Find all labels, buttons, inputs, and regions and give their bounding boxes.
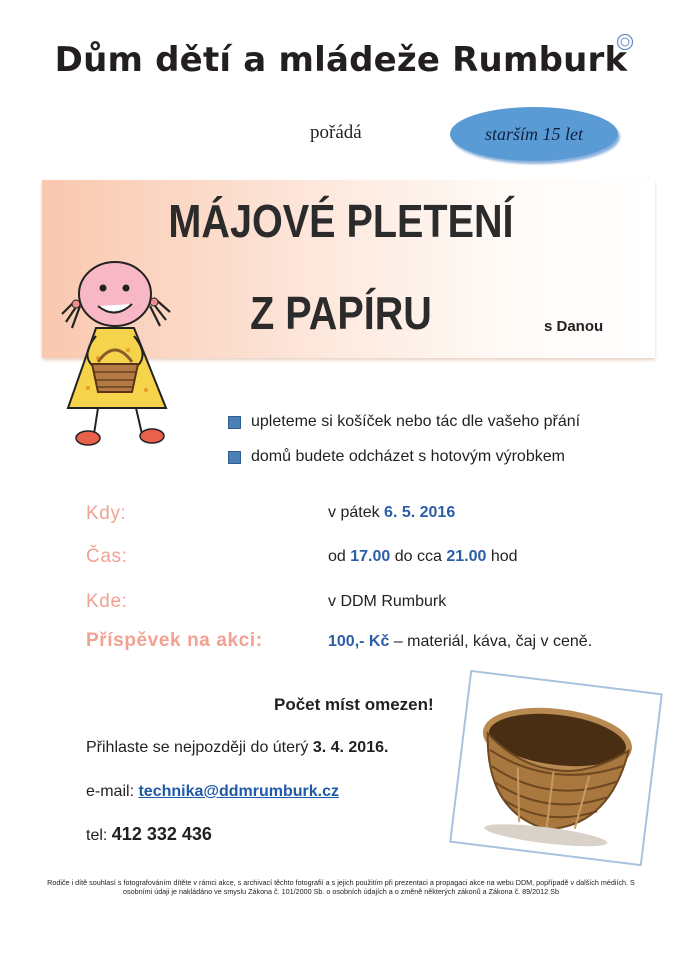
capacity-notice: Počet míst omezen!: [274, 695, 434, 714]
basket-photo: [448, 669, 664, 868]
fee-amount: 100,- Kč: [328, 633, 390, 650]
registration-date: 3. 4. 2016.: [312, 739, 389, 756]
organization-title: Dům dětí a mládeže Rumburk: [54, 40, 628, 80]
event-title-line2: Z PAPÍRU: [250, 287, 432, 339]
ddm-logo-icon: [616, 33, 634, 51]
girl-with-basket-illustration: [58, 258, 178, 448]
phone-label: tel:: [86, 827, 108, 844]
bullet-item: [228, 413, 580, 431]
time-mid: do cca: [394, 548, 442, 565]
time-from: 17.00: [350, 548, 391, 565]
registration-text: Přihlaste se nejpozději do úterý: [86, 739, 309, 756]
when-value: [328, 504, 455, 522]
when-date: 6. 5. 2016: [384, 504, 456, 521]
phone-line: [86, 824, 212, 845]
time-value: [328, 548, 518, 566]
phone-number: 412 332 436: [111, 824, 212, 844]
consent-footer: Rodiče i dítě souhlasí s fotografováním dítěte v rámci akce, s archivací těchto fotografií a s jejich použitím při prezentaci a propagaci akce na webu DDM, popřípadě v dalších médiích. S osobními údaji je nakládáno ve smyslu Zákona č. 101/2000 Sb. o osobních údajích a o změně některých zákonů a Zákona č. 89/2012 Sb: [47, 878, 635, 896]
bullet-text: upleteme si košíček nebo tác dle vašeho přání: [251, 413, 581, 430]
bullet-item: [228, 448, 565, 466]
fee-suffix: – materiál, káva, čaj v ceně.: [393, 633, 593, 650]
fee-value: [328, 633, 592, 651]
event-title-line1: MÁJOVÉ PLETENÍ: [168, 195, 514, 247]
time-label: Čas:: [86, 546, 128, 567]
email-line: [86, 783, 339, 801]
when-label: Kdy:: [86, 503, 127, 524]
age-badge: starším 15 let: [450, 107, 618, 161]
time-suffix: hod: [490, 548, 518, 565]
bullet-text: domů budete odcházet s hotovým výrobkem: [251, 448, 565, 465]
time-from-prefix: od: [328, 548, 346, 565]
email-link[interactable]: technika@ddmrumburk.cz: [138, 783, 339, 800]
registration-deadline: [86, 739, 388, 757]
presents-text: pořádá: [310, 122, 362, 143]
square-bullet-icon: [228, 416, 241, 429]
email-label: e-mail:: [86, 783, 135, 800]
square-bullet-icon: [228, 451, 241, 464]
where-value: v DDM Rumburk: [328, 593, 447, 610]
where-label: Kde:: [86, 591, 128, 612]
time-to: 21.00: [446, 548, 487, 565]
fee-label: Příspěvek na akci:: [86, 630, 263, 651]
when-prefix: v pátek: [328, 504, 380, 521]
presenter-text: s Danou: [544, 318, 604, 335]
